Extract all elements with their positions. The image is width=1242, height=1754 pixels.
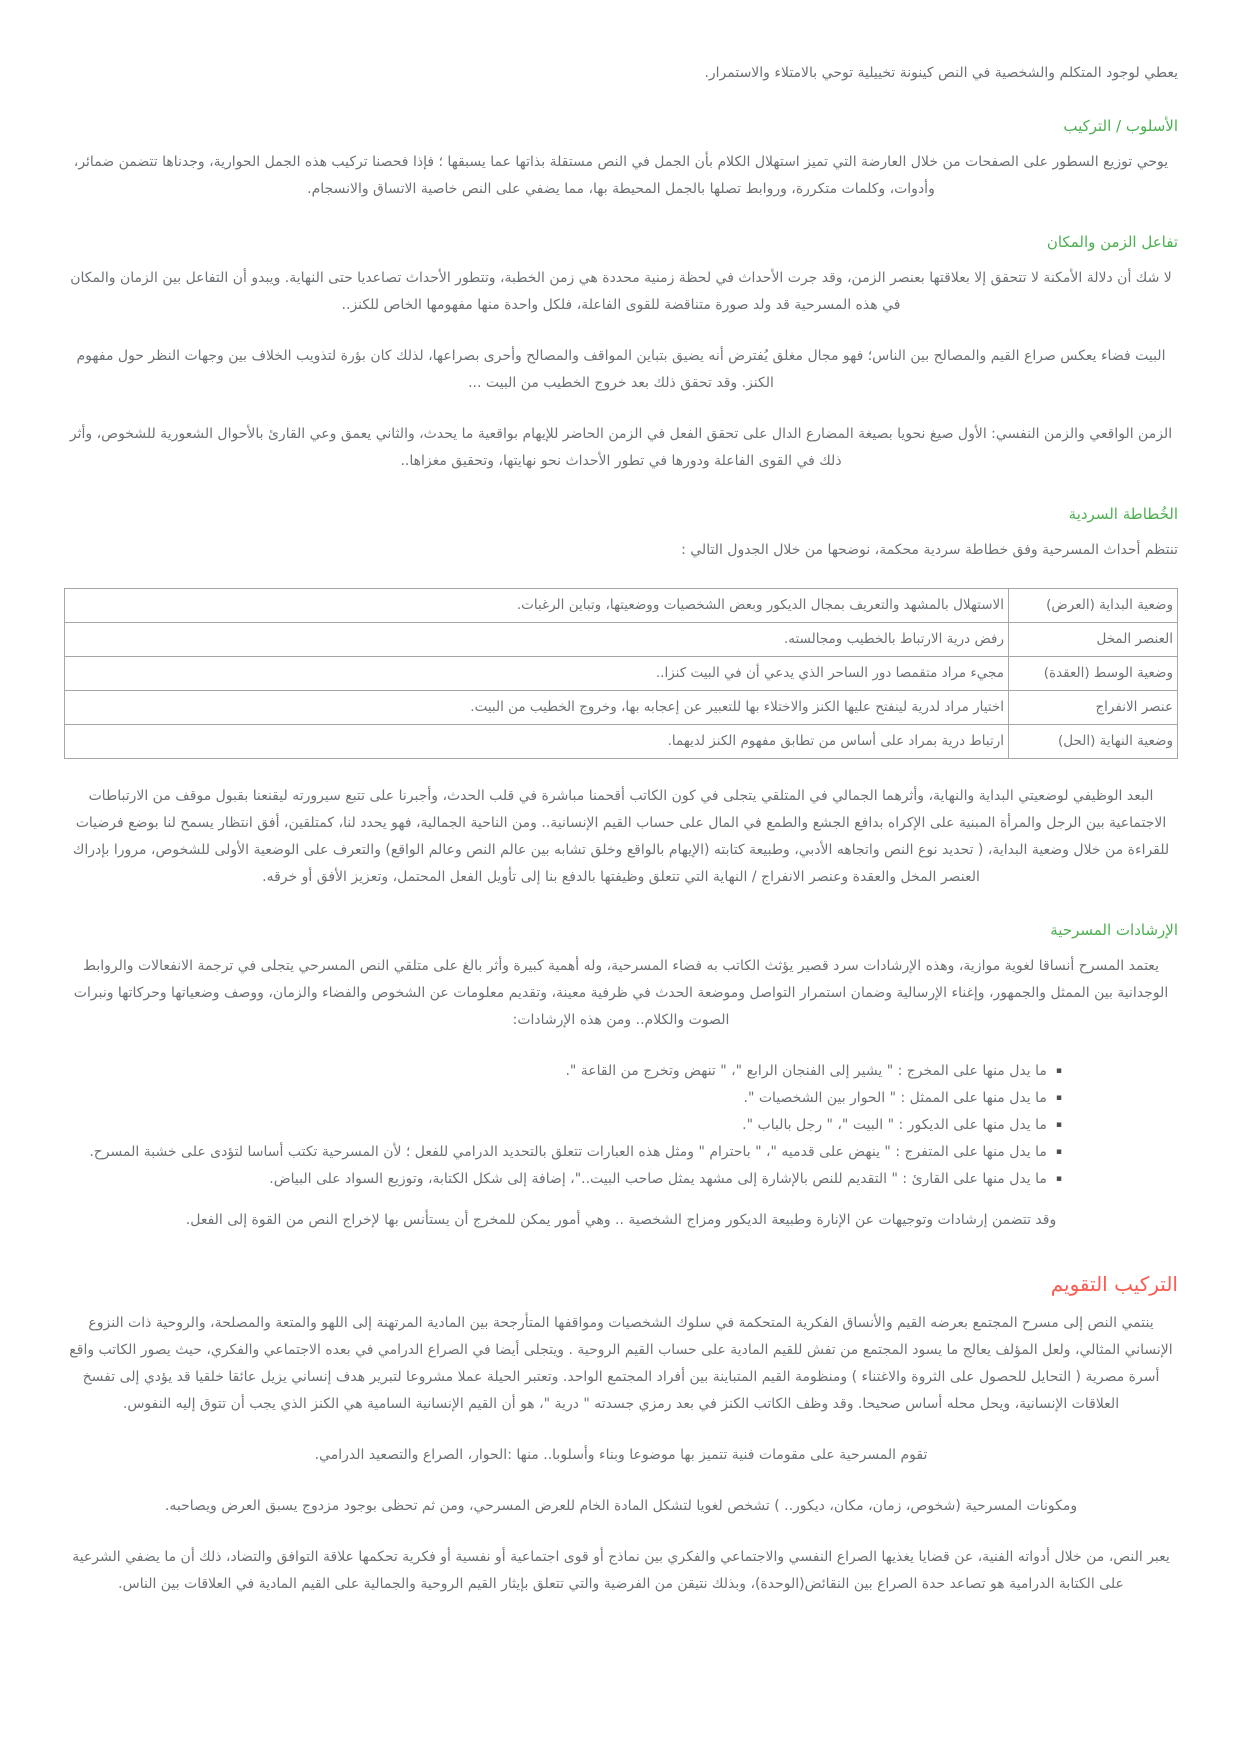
heading-stage-directions: الإرشادات المسرحية [1050, 921, 1178, 939]
direction-item-text: ما يدل منها على الديكور : " البيت "، " رجل بالباب ". [742, 1117, 1047, 1133]
directions-after-paragraph: وقد تتضمن إرشادات وتوجيهات عن الإنارة وطبيعة الديكور ومزاج الشخصية .. وهي أمور يمكن للمخرج أن يستأنس بها لإخراج النص من القوة إلى الفعل. [185, 1212, 1057, 1228]
style-paragraph: يوحي توزيع السطور على الصفحات من خلال العارضة التي تميز استهلال الكلام بأن الجمل في النص مستقلة بذاتها عما يسبقها ؛ فإذا فحصنا تركيب هذه الجمل الحوارية، وجدناها تتضمن ضمائر، وأدوات، وكلمات متكررة، وروابط تصلها بالجمل المحيطة بها، مما يضفي على النص خاصية الاتساق والانسجام. [73, 154, 1169, 197]
square-bullet-icon: ▪ [1055, 1093, 1062, 1103]
table-row-label: وضعية النهاية (الحل) [1009, 725, 1178, 759]
heading-style-structure: الأسلوب / التركيب [1063, 117, 1178, 135]
list-item [64, 1139, 1062, 1166]
evaluation-paragraph-1: ينتمي النص إلى مسرح المجتمع بعرضه القيم والأنساق الفكرية المتحكمة في سلوك الشخصيات ومواقفها المتأرجحة بين المادية المرتهنة إلى اللهو والمتعة والمصلحة، والروحية ذات النزوع الإنساني المثالي، ولعل المؤلف يعالج ما يسود المجتمع من تفش للقيم المادية على حساب القيم الروحية . ويتجلى أيضا في الصراع الدرامي في بعده الاجتماعي والفكري، حيث يصور الكاتب واقع أسرة مصرية ( التحايل للحصول على الثروة والاغتناء ) ومنظومة القيم المتباينة بين أفراد المجتمع الواحد. وتعتبر الحيلة عملا مشروعا لتبرير هدف إنساني يزيل عائقا خلقيا قد يؤدي إلى تفسخ العلاقات الإنسانية، ويحل محله أساس صحيحا. وقد وظف الكاتب الكنز في بعد رمزي جسدته " درية "، هو أن القيم الإنسانية السامية هي الكنز الذي يجب أن تتوق إليه النفوس. [69, 1315, 1173, 1412]
direction-item-text: ما يدل منها على الممثل : " الحوار بين الشخصيات ". [743, 1090, 1047, 1106]
heading-evaluation: التركيب التقويم [1050, 1272, 1178, 1296]
scheme-after-paragraph: البعد الوظيفي لوضعيتي البداية والنهاية، وأثرهما الجمالي في المتلقي يتجلى في كون الكاتب أقحمنا مباشرة في قلب الحدث، وأجبرنا على تتبع سيرورته ليقنعنا بقبول موقف من الارتباطات الاجتماعية بين الرجل والمرأة المبنية على الإكراه بدافع الجشع والطمع في المال على حساب القيم الإنسانية.. ومن الناحية الجمالية، فهو يحدد لنا، كمتلقين، أفق انتظار يسمح لنا بوضع فرضيات للقراءة من خلال وضعية البداية، ( تحديد نوع النص واتجاهه الأدبي، وطبيعة كتابته (الإيهام بالواقع وخلق تشابه بين عالم النص وعالم الواقع) والتعرف على الوضعية الأولى للشخوص، مرورا بإدراك العنصر المخل والعقدة وعنصر الانفراج / النهاية التي تتعلق وظيفتها بالدفع بنا إلى تأويل الفعل المحتمل، وتعزيز الأفق أو خرقه. [72, 788, 1170, 885]
time-place-paragraph-3: الزمن الواقعي والزمن النفسي: الأول صيغ نحويا بصيغة المضارع الدال على تحقق الفعل في الزمن الحاضر للإيهام بواقعية ما يحدث، والثاني يعمق وعي القارئ بالأحوال الشعورية للشخوص، وأثر ذلك في القوى الفاعلة ودورها في تطور الأحداث نحو نهايتها، وتحقيق مغزاها.. [69, 426, 1173, 469]
list-item [64, 1058, 1062, 1085]
table-row-value: ارتباط درية بمراد على أساس من تطابق مفهوم الكنز لديهما. [65, 725, 1009, 759]
square-bullet-icon: ▪ [1055, 1147, 1062, 1157]
table-row-value: الاستهلال بالمشهد والتعريف بمجال الديكور وبعض الشخصيات ووضعيتها، وتباين الرغبات. [65, 589, 1009, 623]
list-item [64, 1112, 1062, 1139]
heading-narrative-scheme: الخُطاطة السردية [1068, 505, 1178, 523]
direction-item-text: ما يدل منها على المتفرج : " ينهض على قدميه "، " باحترام " ومثل هذه العبارات تتعلق بالتحديد الدرامي للفعل ؛ لأن المسرحية تكتب أساسا لتؤدى على خشبة المسرح. [89, 1144, 1047, 1160]
table-row [65, 623, 1178, 657]
table-row-label: عنصر الانفراج [1009, 691, 1178, 725]
list-item [64, 1166, 1062, 1193]
square-bullet-icon: ▪ [1055, 1066, 1062, 1076]
direction-item-text: ما يدل منها على المخرج : " يشير إلى الفنجان الرابع "، " تنهض وتخرج من القاعة ". [565, 1063, 1047, 1079]
table-row-value: اختيار مراد لدرية لينفتح عليها الكنز والاختلاء بها للتعبير عن إعجابه بها، وخروج الخطيب من البيت. [65, 691, 1009, 725]
directions-list [64, 1058, 1062, 1193]
square-bullet-icon: ▪ [1055, 1174, 1062, 1184]
table-row-label: وضعية الوسط (العقدة) [1009, 657, 1178, 691]
time-place-paragraph-2: البيت فضاء يعكس صراع القيم والمصالح بين الناس؛ فهو مجال مغلق يُفترض أنه يضيق بتباين المواقف والمصالح وأحرى بصراعها، لذلك كان بؤرة لتذويب الخلاف بين وجهات النظر حول مفهوم الكنز. وقد تحقق ذلك بعد خروج الخطيب من البيت ... [76, 348, 1166, 391]
evaluation-paragraph-2: تقوم المسرحية على مقومات فنية تتميز بها موضوعا وبناء وأسلوبا.. منها :الحوار، الصراع والتصعيد الدرامي. [314, 1447, 928, 1463]
table-row [65, 725, 1178, 759]
table-row-value: مجيء مراد متقمصا دور الساحر الذي يدعي أن في البيت كنزا.. [65, 657, 1009, 691]
list-item [64, 1085, 1062, 1112]
intro-paragraph: يعطي لوجود المتكلم والشخصية في النص كينونة تخييلية توحي بالامتلاء والاستمرار. [704, 65, 1178, 81]
narrative-scheme-table [64, 588, 1178, 759]
time-place-paragraph-1: لا شك أن دلالة الأمكنة لا تتحقق إلا بعلاقتها بعنصر الزمن، وقد جرت الأحداث في لحظة زمنية محددة هي زمن الخطبة، وتتطور الأحداث تصاعديا حتى النهاية. ويبدو أن التفاعل بين الزمان والمكان في هذه المسرحية قد ولد صورة متناقضة للقوى الفاعلة، فلكل واحدة منها مفهومها الخاص للكنز.. [70, 270, 1172, 313]
evaluation-paragraph-3: ومكونات المسرحية (شخوص، زمان، مكان، ديكور.. ) تشخص لغويا لتشكل المادة الخام للعرض المسرحي، ومن ثم تحظى بوجود مزدوج يسبق العرض ويصاحبه. [164, 1498, 1078, 1514]
evaluation-paragraph-4: يعبر النص، من خلال أدواته الفنية، عن قضايا يغذيها الصراع النفسي والاجتماعي والفكري بين نماذج أو قوى اجتماعية أو نفسية أو فكرية تحكمها علاقة التوافق والتضاد، ذلك أن ما يضفي الشرعية على الكتابة الدرامية هو تصاعد حدة الصراع بين النقائض(الوحدة)، وبذلك نتيقن من الفرضية والتي تتعلق بإيثار القيم الروحية والجمالية على القيم المادية في العلاقات بين الناس. [72, 1549, 1170, 1592]
scheme-intro-paragraph: تنتظم أحداث المسرحية وفق خطاطة سردية محكمة، نوضحها من خلال الجدول التالي : [681, 542, 1178, 558]
table-row [65, 691, 1178, 725]
table-row-label: العنصر المخل [1009, 623, 1178, 657]
table-row [65, 589, 1178, 623]
table-row-label: وضعية البداية (العرض) [1009, 589, 1178, 623]
table-row [65, 657, 1178, 691]
direction-item-text: ما يدل منها على القارئ : " التقديم للنص بالإشارة إلى مشهد يمثل صاحب البيت.."، إضافة إلى شكل الكتابة، وتوزيع السواد على البياض. [269, 1171, 1047, 1187]
heading-time-place: تفاعل الزمن والمكان [1046, 233, 1178, 251]
square-bullet-icon: ▪ [1055, 1120, 1062, 1130]
table-row-value: رفض درية الارتباط بالخطيب ومجالسته. [65, 623, 1009, 657]
directions-intro-paragraph: يعتمد المسرح أنساقا لغوية موازية، وهذه الإرشادات سرد قصير يؤثث الكاتب به فضاء المسرحية، وله أهمية كبيرة وأثر بالغ على متلقي النص المسرحي يتجلى في ترجمة الانفعالات والروابط الوجدانية بين الممثل والجمهور، وإغناء الإرسالية وضمان استمرار التواصل وموضعة الحدث في ظرفية معينة، وتقديم معلومات عن الشخوص والفضاء والزمان، ووصف وضعياتها وحركاتها ونبرات الصوت والكلام.. ومن هذه الإرشادات: [73, 958, 1169, 1028]
